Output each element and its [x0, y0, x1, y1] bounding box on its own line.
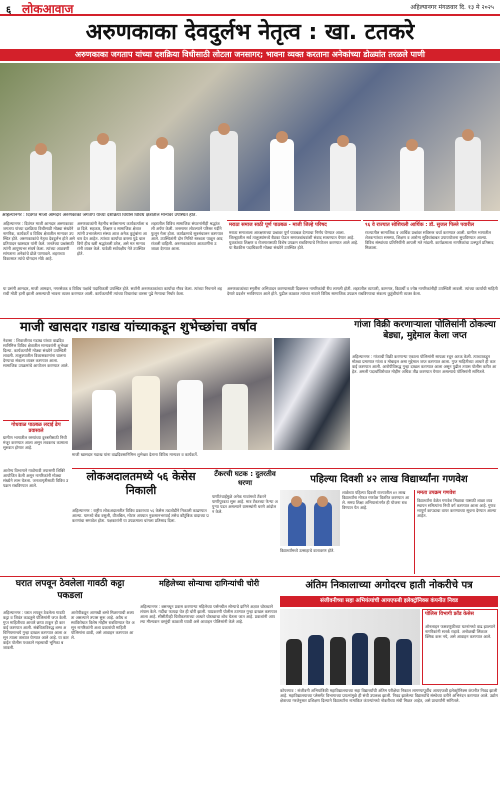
lok-adalat-headline: लोकअदालतमध्ये ५६ केसेस निकाली [86, 470, 196, 497]
lead-body-col3: शहरातील विविध सामाजिक संघटनांनीही श्रद्धांजली अर्पण केली. जनसागर लोटल्याने परिसर गर्दीने फुलून गेला होता. कार्यक्रमाचे सूत्रसंचालन करण्यात आले. उपस्थितांनी दोन मिनिटे स्तब्धता पाळून आदरांजली वाहिली. अरुणकाकांच्या आठवणींना उजाळा देण्यात आला. [151, 221, 223, 251]
dateline: अहिल्यानगर मंगळवार दि. १३ मे २०२५ [410, 4, 494, 11]
mid-photo-right [274, 338, 350, 450]
final-side-box [422, 609, 498, 685]
divider-2 [72, 468, 498, 469]
ganesh-body: शाळेच्या पहिल्या दिवशी राज्यातील ४२ लाख विद्यार्थ्यांना मोफत गणवेश वितरित करण्यात आले. समग्र शिक्षा अभियानांतर्गत ही योजना राबविण्यात येत आहे. [342, 490, 410, 510]
mid-right-headline: गांजा विक्री करणाऱ्याला पोलिसांनी ठोकल्या बेड्या, मुद्देमाल केला जप्त [354, 320, 496, 341]
lead-photo-caption: अहिल्यानगर : दिवंगत माजी आमदार अरुणकाका जगताप यांच्या दशक्रिया विधीस विविध क्षेत्रातील मान्यवर उपस्थित होते. [2, 213, 197, 218]
lead-body-col2: अरुणकाकांनी नेहमीच सर्वसामान्य कार्यकर्त्याला बळ दिले. सहकार, शिक्षण व सामाजिक क्षेत्रात त्यांनी उभारलेल्या संस्था आज अनेक कुटुंबांना आधार देत आहेत. त्यांच्या कार्याचा वारसा पुढे चालविणे हीच खरी श्रद्धांजली ठरेल, असे मत मान्यवरांनी व्यक्त केले. यावेळी सर्वपक्षीय नेते उपस्थित होते. [77, 221, 148, 256]
left-box-1 [3, 420, 69, 466]
final-subheadline: संजीवनीच्या सहा अभियंत्यांची आयएफबी इलेक्ट्रॉनिक्स कंपनीत निवड [280, 596, 498, 607]
final-box-title: पोलिस विभागी फ्रॉड केसेस [425, 611, 474, 617]
ganesh-headline: पहिल्या दिवशी ४२ लाख विद्यार्थ्यांना गणवेश [310, 474, 468, 485]
lead-side1-title: मराठा समाज साठी पूर्ण पाठबळ - माजी जिल्हे परिषद [229, 222, 327, 228]
lead-side-box-2 [363, 220, 498, 284]
ganja-article: अहिल्यानगर : गांजाची विक्री करणाऱ्या एकाला पोलिसांनी सापळा रचून अटक केली. त्याच्याकडून मोठ्या प्रमाणात गांजा व मोबाइल असा मुद्देमाल जप्त करण्यात आला. गुप्त माहितीच्या आधारे ही कारवाई करण्यात आली. आरोपीविरुद्ध गुन्हा दाखल करण्यात आला असून पुढील तपास पोलीस करीत आहेत. अमली पदार्थांविरोधात मोहीम अधिक तीव्र करण्यात येणार असल्याचे पोलिसांनी सांगितले. [352, 354, 497, 374]
lead-side-box-1 [227, 220, 361, 284]
ganesh-side-box [414, 490, 498, 574]
divider-3 [0, 576, 500, 577]
lead-body-row2-left: या प्रसंगी आमदार, माजी आमदार, नगरसेवक व विविध पक्षांचे पदाधिकारी उपस्थित होते. सर्वांनी अरुणकाकांच्या कार्याचा गौरव केला. त्यांच्या निधनाने शहराची मोठी हानी झाली असल्याची भावना व्यक्त करण्यात आली. कार्यकर्त्यांनी त्यांच्या विचारांचा वारसा पुढे नेण्याचा निर्धार केला. [3, 286, 223, 296]
lead-subheadline: अरुणकाका जगताप यांच्या दशक्रिया विधीसाठी लोटला जनसागर; भावना व्यक्त करताना अनेकांच्या डोळ्यांत तरळले पाणी [0, 49, 500, 61]
final-photo [280, 609, 420, 685]
gharat-body-2: आरोपीकडून आणखी शस्त्रे मिळण्याची शक्यता असल्याने तपास सुरू आहे. अवैध शस्त्रांविरोधात विशेष मोहीम राबविण्यात येत असून नागरिकांनी अशा प्रकारांची माहिती पोलिसांना द्यावी, असे आवाहन करण्यात आले. [71, 610, 135, 640]
tanker-headline: टँकरची घटक : दुतरतीव धरणा [214, 470, 276, 487]
uniform-photo [280, 490, 340, 546]
mid-photo-caption: माजी खासदार गडाख यांना वाढदिवसानिमित्त शुभेच्छा देताना विविध मान्यवर व कार्यकर्ते. [72, 452, 198, 457]
divider-1 [0, 318, 500, 319]
left-col-article-2: आरोग्य विभागाने गावोगावी तपासणी शिबिरे आयोजित केली असून नागरिकांनी मोठ्या संख्येने लाभ घेतला. जनजागृतीसाठी विविध उपक्रम राबविण्यात आले. [3, 468, 69, 488]
left-col-article: नेवासा : शिवाजीराव गडाख यांच्या वाढदिवसानिमित्त विविध क्षेत्रातील मान्यवरांनी शुभेच्छा दिल्या. कार्यकर्त्यांनी मोठ्या संख्येने उपस्थिती लावली. तालुक्यातील विकासकामांना चालना देण्याचा संकल्प व्यक्त करण्यात आला. सामाजिक उपक्रमांचे आयोजन करण्यात आले. [3, 338, 69, 368]
lead-body-row2: अरुणकाकांच्या स्मृतींना अभिवादन करण्यासाठी दिवसभर नागरिकांची रीघ लागली होती. शहरातील व्यापारी, कामगार, विद्यार्थी व ज्येष्ठ नागरिकांनीही उपस्थिती लावली. त्यांच्या कार्याची माहिती देणारे प्रदर्शन भरविण्यात आले होते. पुढील काळात त्यांच्या नावाने विविध सामाजिक उपक्रम राबविण्याचा संकल्प कुटुंबीयांनी व्यक्त केला. [227, 286, 498, 296]
lead-side2-body: राज्यातील सामाजिक व आर्थिक प्रश्नांवर सविस्तर चर्चा करण्यात आली. ग्रामीण भागातील शेतकऱ्यांच्या समस्या, शिक्षण व आरोग्य सुविधांबाबत उपाययोजना सुचविण्यात आल्या. विविध संस्थांच्या प्रतिनिधींनी आपली मते मांडली. कार्यक्रमाला नागरिकांचा उत्स्फूर्त प्रतिसाद मिळाला. [365, 230, 494, 250]
ganesh-side-title: ममता उपक्रम गणवेश [417, 490, 456, 496]
lead-side1-body: मराठा समाजाला आरक्षणाच्या प्रश्नावर पूर्ण पाठबळ देण्याचा निर्णय घेण्यात आला. जिल्ह्यातील सर्व तालुक्यांमध्ये बैठका घेऊन समाजबांधवांशी संवाद साधण्यात येणार आहे. युवकांच्या शिक्षण व रोजगारासाठी विशेष उपक्रम राबविण्याचे नियोजन करण्यात आले आहे. या बैठकीस पदाधिकारी मोठ्या संख्येने उपस्थित होते. [229, 230, 359, 250]
final-headline: अंतिम निकालाच्या अगोदरच हाती नोकरीचे पत्र [305, 580, 473, 591]
page-number: ६ [6, 5, 12, 16]
tanker-body: पाणीटंचाईमुळे अनेक गावांमध्ये टँकरने पाणीपुरवठा सुरू आहे. मात्र टँकरच्या फेऱ्या अपुऱ्या पडत असल्याने ग्रामस्थांनी धरणे आंदोलन केले. [212, 494, 278, 514]
left-box1-body: ग्रामीण भागातील रस्त्यांच्या दुरुस्तीसाठी निधी मंजूर करण्यात आला असून लवकरच कामाला सुरुवात होणार आहे. [3, 435, 68, 450]
mahila-body: अहिल्यानगर : बसमधून प्रवास करणाऱ्या महिलेच्या पर्समधील सोन्याचे दागिने अज्ञात चोरट्याने लंपास केले. गर्दीचा फायदा घेत ही चोरी झाली. याप्रकरणी पोलीस ठाण्यात गुन्हा दाखल करण्यात आला आहे. सीसीटीव्ही चित्रीकरणाच्या आधारे चोरट्याचा शोध घेतला जात आहे. प्रवाशांनी आपल्या मौल्यवान वस्तूंची काळजी घ्यावी असे आवाहन पोलिसांनी केले आहे. [140, 604, 277, 624]
ganesh-body-2: विद्यार्थ्यांमध्ये उत्साहाचे वातावरण होते. [280, 548, 335, 553]
mahila-headline: महिलेच्या सोन्याचा दागिन्यांची चोरी [158, 579, 260, 588]
lead-body-col1: अहिल्यानगर : दिवंगत माजी आमदार अरुणकाका जगताप यांच्या दशक्रिया विधीसाठी मोठ्या संख्येने नागरिक, कार्यकर्ते व विविध क्षेत्रातील मान्यवर उपस्थित होते. अरुणकाकांचे नेतृत्व देवदुर्लभ होते असे प्रतिपादन खासदार यांनी केले. जनतेच्या प्रश्नांसाठी त्यांनी आयुष्यभर संघर्ष केला. त्यांच्या आठवणी सांगताना अनेकांचे डोळे पाणावले. शहराच्या विकासात त्यांचे योगदान मोठे आहे. [3, 221, 75, 261]
lead-side2-title: ९६ वे राज्यात सोशियली आर्थिक : डॉ. सुजल पिल्ले पवारील [365, 222, 475, 228]
ganesh-side-body: विद्यार्थ्यांना वेळेत गणवेश मिळावा यासाठी शाळा व्यवस्थापन समित्यांना निधी वर्ग करण्यात आला आहे. गुणवत्तापूर्ण कापडाचा वापर करण्याच्या सूचना देण्यात आल्या आहेत. [417, 498, 497, 518]
masthead [0, 0, 500, 16]
final-box-body: ऑनलाइन फसवणुकीच्या घटनांमध्ये वाढ झाल्याने नागरिकांनी सतर्क राहावे. अनोळखी लिंकवर क्लिक करू नये, असे आवाहन करण्यात आले. [425, 624, 496, 639]
lead-headline: अरुणकाका देवदुर्लभ नेतृत्व : खा. टतकरे [85, 20, 415, 45]
left-box1-title: गोधवाळ पाठबळ लदाई ढेप प्रवासाले [11, 422, 61, 434]
lead-photo [0, 63, 500, 211]
final-body: कोपरगाव : संजीवनी अभियांत्रिकी महाविद्यालयाच्या सहा विद्यार्थ्यांची अंतिम परीक्षेचा निकाल लागण्यापूर्वीच आयएफबी इलेक्ट्रॉनिक्स कंपनीत निवड झाली आहे. महाविद्यालयाच्या प्लेसमेंट विभागाच्या प्रयत्नांमुळे ही संधी उपलब्ध झाली. निवड झालेल्या विद्यार्थ्यांचे संस्थेच्या वतीने अभिनंदन करण्यात आले. उद्योगक्षेत्राच्या गरजेनुसार प्रशिक्षण दिल्याने विद्यार्थ्यांना नामांकित कंपन्यांमध्ये नोकरीच्या संधी मिळत आहेत, असे प्राचार्यांनी सांगितले. [280, 688, 498, 703]
mid-photo [72, 338, 272, 450]
gharat-headline: घरात लपवून ठेवलेला गावठी कट्टा पकडला [15, 579, 125, 601]
masthead-title: लोकआवाज [22, 2, 74, 16]
mid-headline: माजी खासदार गडाख यांच्याकडून शुभेच्छांचा वर्षाव [20, 320, 257, 335]
lok-adalat-body: अहिल्यानगर : राष्ट्रीय लोकअदालतीत विविध प्रकारच्या ५६ केसेस तडजोडीने निकाली काढण्यात आल्या. यामध्ये बँक वसुली, वीजबिल, मोटार अपघात नुकसानभरपाई तसेच कौटुंबिक वादाच्या प्रकरणांचा समावेश होता. पक्षकारांनी या उपक्रमाला चांगला प्रतिसाद दिला. [72, 508, 209, 523]
gharat-body: अहिल्यानगर : घरात लपवून ठेवलेला गावठी कट्टा व जिवंत काडतुसे पोलिसांनी जप्त केली. गुप्त माहितीच्या आधारे छापा टाकून ही कारवाई करण्यात आली. संबंधिताविरुद्ध शस्त्र अधिनियमान्वये गुन्हा दाखल करण्यात आला असून त्याला ताब्यात घेण्यात आले आहे. या कारवाईत पोलीस पथकाने महत्त्वाची भूमिका बजावली. [3, 610, 69, 650]
